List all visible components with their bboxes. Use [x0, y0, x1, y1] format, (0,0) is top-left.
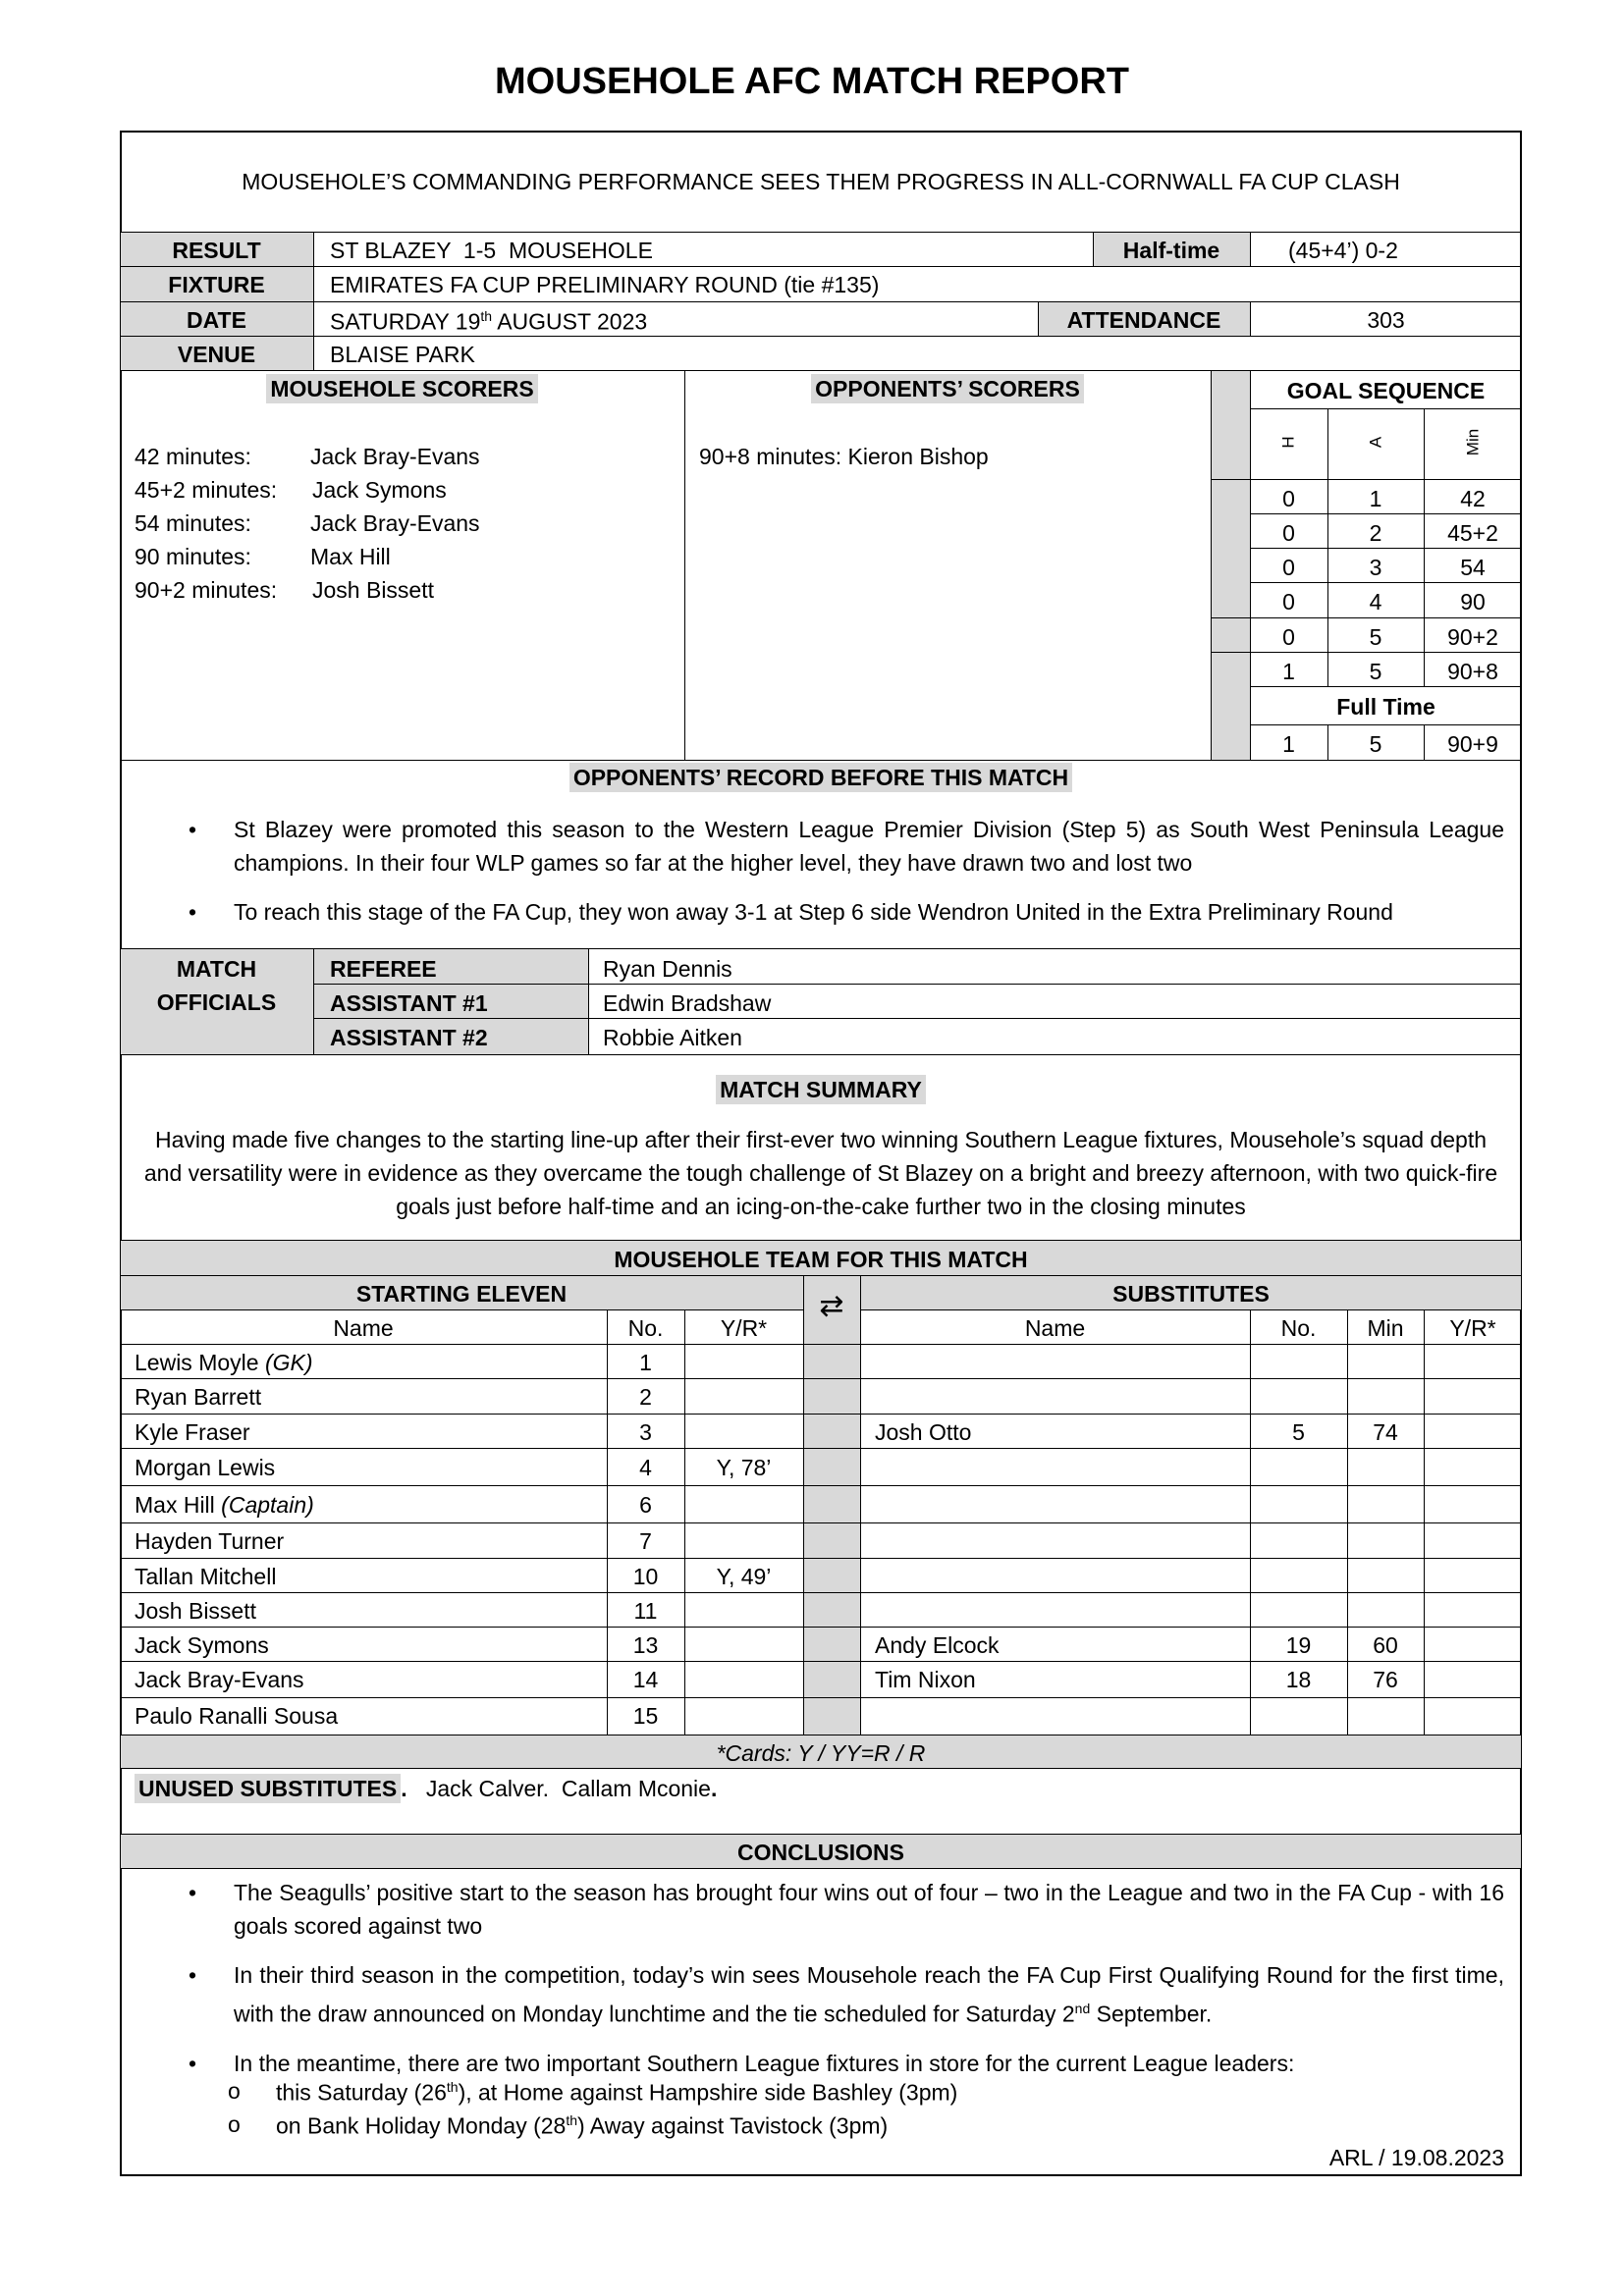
starter-no: 4	[639, 1455, 652, 1480]
starter-no: 11	[633, 1598, 658, 1624]
full-time-h: 1	[1282, 731, 1295, 757]
result-value: ST BLAZEY 1-5 MOUSEHOLE	[330, 238, 653, 263]
opponents-scorers-header: OPPONENTS’ SCORERS	[811, 374, 1084, 403]
goal-seq-h: 0	[1282, 520, 1295, 546]
fixture-bashley: this Saturday (26th), at Home against Hampshire side Bashley (3pm)	[276, 2079, 958, 2106]
sub-no: 5	[1292, 1419, 1305, 1445]
goal-seq-a: 2	[1369, 520, 1382, 546]
col-name: Name	[1024, 1315, 1086, 1341]
opponent-scorer: 90+8 minutes: Kieron Bishop	[699, 444, 989, 469]
starter-no: 13	[632, 1632, 659, 1658]
starter-name: Ryan Barrett	[135, 1384, 262, 1410]
starter-card: Y, 49’	[716, 1564, 772, 1589]
scorer-minute: 90 minutes:	[135, 544, 251, 569]
starter-no: 6	[639, 1492, 652, 1518]
conclusion-bullet: • In the meantime, there are two important Southern League fixtures in store for the current League leaders:	[189, 2047, 1504, 2080]
full-time-label: Full Time	[1336, 694, 1435, 720]
sub-name: Tim Nixon	[875, 1667, 976, 1692]
col-name: Name	[333, 1315, 394, 1341]
officials-label: OFFICIALS	[156, 989, 277, 1015]
sub-no: 19	[1285, 1632, 1312, 1658]
headline: MOUSEHOLE’S COMMANDING PERFORMANCE SEES THEM PROGRESS IN ALL-CORNWALL FA CUP CLASH	[242, 169, 1400, 194]
goal-seq-min: 90+8	[1447, 659, 1498, 684]
sub-min: 76	[1373, 1667, 1398, 1692]
col-no: No.	[1280, 1315, 1317, 1341]
footer-initials-date: ARL / 19.08.2023	[1328, 2145, 1504, 2170]
starter-name: Paulo Ranalli Sousa	[135, 1703, 339, 1729]
mousehole-scorers-header: MOUSEHOLE SCORERS	[266, 374, 537, 403]
goal-seq-a: 1	[1369, 486, 1382, 511]
date-label: DATE	[187, 307, 246, 333]
attendance-label: ATTENDANCE	[1066, 307, 1221, 333]
sub-min: 60	[1373, 1632, 1398, 1658]
cards-note: *Cards: Y / YY=R / R	[716, 1740, 926, 1766]
halftime-label: Half-time	[1122, 238, 1220, 263]
starter-name: Morgan Lewis	[135, 1455, 276, 1480]
col-min: Min	[1367, 1315, 1404, 1341]
scorer-minute: 54 minutes:	[135, 510, 251, 536]
starter-name: Jack Symons	[135, 1632, 269, 1658]
record-bullets	[189, 813, 1504, 944]
official-role: ASSISTANT #1	[330, 990, 488, 1016]
goal-seq-col-a: A	[1366, 436, 1385, 449]
goal-seq-h: 0	[1282, 589, 1295, 614]
record-bullet: • St Blazey were promoted this season to the Western League Premier Division (Step 5) as South West Peninsula League champions. In their four WLP games so far at the higher level, they have drawn two and lost two	[189, 813, 1504, 880]
sub-bullet-marker: o	[228, 2078, 241, 2104]
starter-no: 14	[632, 1667, 659, 1692]
scorer-minute: 42 minutes:	[135, 444, 251, 469]
starter-no: 7	[639, 1528, 652, 1554]
col-yr: Y/R*	[1449, 1315, 1496, 1341]
scorer-name: Max Hill	[310, 544, 391, 569]
starter-card: Y, 78’	[716, 1455, 772, 1480]
goal-seq-h: 0	[1282, 555, 1295, 580]
scorer-minute: 90+2 minutes:	[135, 577, 278, 603]
goal-seq-min: 90+2	[1447, 624, 1498, 650]
goal-seq-min: 42	[1460, 486, 1486, 511]
swap-icon: ⇄	[819, 1290, 844, 1322]
starter-name: Hayden Turner	[135, 1528, 285, 1554]
official-name: Robbie Aitken	[603, 1025, 742, 1050]
scorer-name: Jack Symons	[312, 477, 447, 503]
result-label: RESULT	[172, 238, 261, 263]
starter-name: Lewis Moyle (GK)	[135, 1350, 313, 1375]
goal-seq-spacer-bg	[1211, 371, 1250, 760]
summary-text: Having made five changes to the starting line-up after their first-ever two winning Southern League fixtures, Mousehole’s squad depth and versatility were in evidence as they overcame the tough challenge of St Blazey on a bright and breezy afternoon, with two quick-fire goals just before half-time and an icing-on-the-cake further two in the closing minutes	[143, 1127, 1498, 1219]
official-role: ASSISTANT #2	[330, 1025, 488, 1050]
goal-seq-col-min: Min	[1463, 428, 1483, 456]
team-header: MOUSEHOLE TEAM FOR THIS MATCH	[614, 1247, 1028, 1272]
sub-name: Josh Otto	[875, 1419, 972, 1445]
official-name: Ryan Dennis	[603, 956, 732, 982]
record-bullet: • To reach this stage of the FA Cup, they won away 3-1 at Step 6 side Wendron United in the Extra Preliminary Round	[189, 895, 1504, 929]
starter-no: 1	[639, 1350, 652, 1375]
starter-no: 15	[632, 1703, 659, 1729]
starter-no: 10	[632, 1564, 659, 1589]
scorer-name: Josh Bissett	[312, 577, 434, 603]
full-time-min: 90+9	[1447, 731, 1498, 757]
goal-seq-min: 54	[1460, 555, 1486, 580]
fixture-label: FIXTURE	[168, 272, 265, 297]
record-header: OPPONENTS’ RECORD BEFORE THIS MATCH	[569, 763, 1072, 792]
sub-bullet-marker: o	[228, 2111, 241, 2137]
official-role: REFEREE	[330, 956, 437, 982]
sub-no: 18	[1285, 1667, 1312, 1692]
sub-name: Andy Elcock	[875, 1632, 1000, 1658]
scorer-name: Jack Bray-Evans	[310, 444, 480, 469]
scorer-name: Jack Bray-Evans	[310, 510, 480, 536]
conclusions-header: CONCLUSIONS	[737, 1840, 904, 1865]
goal-seq-col-h: H	[1278, 436, 1298, 449]
venue-value: BLAISE PARK	[330, 342, 475, 367]
halftime-value: (45+4’) 0-2	[1288, 238, 1398, 263]
date-value: SATURDAY 19th AUGUST 2023	[330, 308, 648, 335]
summary-header: MATCH SUMMARY	[716, 1075, 926, 1104]
starter-no: 2	[639, 1384, 652, 1410]
attendance-value: 303	[1367, 307, 1405, 333]
starter-no: 3	[639, 1419, 652, 1445]
official-name: Edwin Bradshaw	[603, 990, 772, 1016]
goal-seq-a: 5	[1369, 659, 1382, 684]
starting-eleven-header: STARTING ELEVEN	[355, 1281, 568, 1307]
fixture-value: EMIRATES FA CUP PRELIMINARY ROUND (tie #135)	[330, 272, 880, 297]
goal-seq-min: 45+2	[1447, 520, 1498, 546]
starter-name: Josh Bissett	[135, 1598, 256, 1624]
starter-name: Jack Bray-Evans	[135, 1667, 304, 1692]
starter-name: Kyle Fraser	[135, 1419, 250, 1445]
goal-seq-h: 1	[1282, 659, 1295, 684]
goal-seq-min: 90	[1460, 589, 1486, 614]
starter-name: Max Hill (Captain)	[135, 1492, 314, 1518]
fixture-tavistock: on Bank Holiday Monday (28th) Away against Tavistock (3pm)	[276, 2112, 889, 2139]
col-no: No.	[627, 1315, 664, 1341]
goal-seq-a: 4	[1369, 589, 1382, 614]
conclusion-bullet: • The Seagulls’ positive start to the season has brought four wins out of four – two in the League and two in the FA Cup - with 16 goals scored against two	[189, 1876, 1504, 1943]
officials-label: MATCH	[176, 956, 257, 982]
goal-seq-h: 0	[1282, 486, 1295, 511]
page-title: MOUSEHOLE AFC MATCH REPORT	[495, 61, 1129, 102]
starter-name: Tallan Mitchell	[135, 1564, 277, 1589]
sub-min: 74	[1373, 1419, 1398, 1445]
conclusions-bullets	[189, 1876, 1504, 2080]
conclusion-bullet: • In their third season in the competition, today’s win sees Mousehole reach the FA Cup First Qualifying Round for the first time, with the draw announced on Monday lunchtime and the tie scheduled for Saturday 2nd September.	[189, 1958, 1504, 2031]
venue-label: VENUE	[177, 342, 256, 367]
col-yr: Y/R*	[720, 1315, 768, 1341]
substitutes-header: SUBSTITUTES	[1112, 1281, 1270, 1307]
scorer-minute: 45+2 minutes:	[135, 477, 278, 503]
goal-seq-h: 0	[1282, 624, 1295, 650]
full-time-a: 5	[1369, 731, 1382, 757]
goal-seq-a: 3	[1369, 555, 1382, 580]
goal-sequence-header: GOAL SEQUENCE	[1286, 378, 1486, 403]
unused-substitutes: UNUSED SUBSTITUTES . Jack Calver. Callam Mconie.	[135, 1778, 717, 1800]
goal-seq-a: 5	[1369, 624, 1382, 650]
